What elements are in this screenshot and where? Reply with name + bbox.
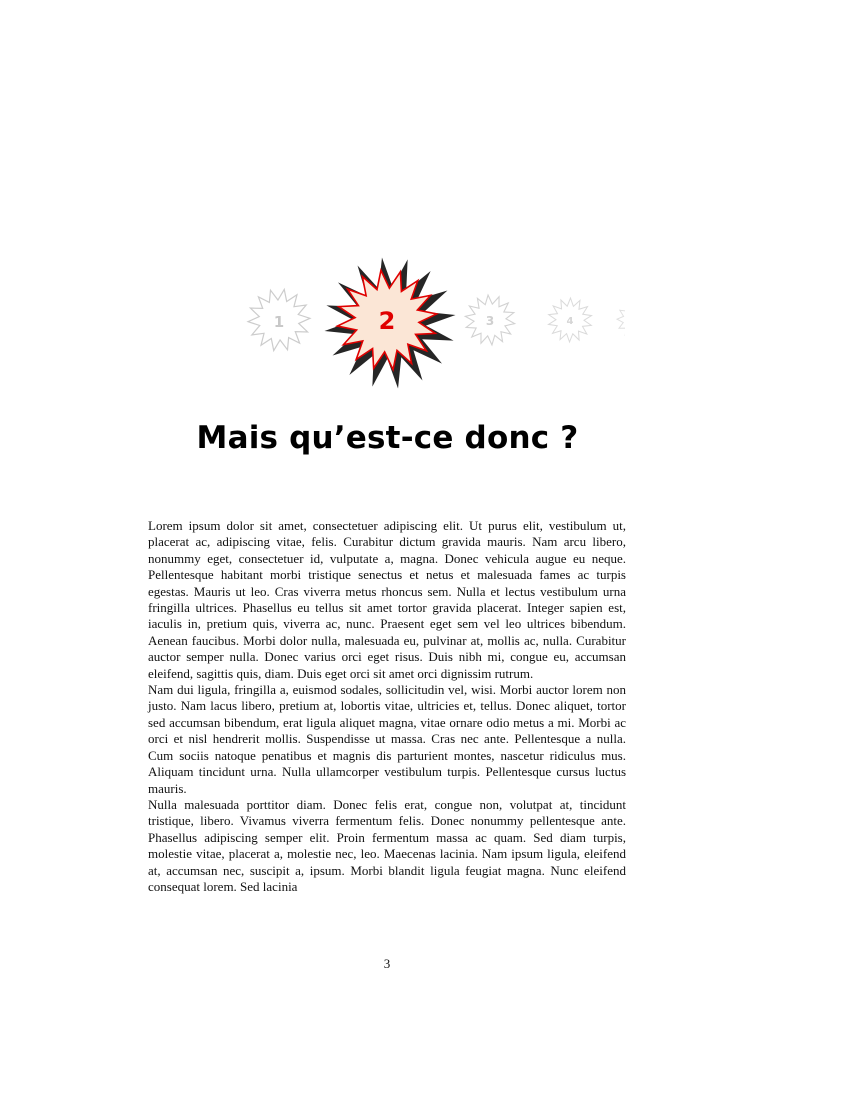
chapter-badge-1: [248, 289, 310, 350]
chapter-badge-1-label: 1: [273, 313, 285, 331]
body-text: [148, 518, 626, 895]
chapter-badge-4: [548, 298, 591, 342]
chapter-number-ornament: [230, 250, 630, 390]
chapter-badge-4-label: 4: [566, 316, 574, 327]
chapter-badge-3-label: 3: [485, 314, 495, 328]
chapter-badge-2-label: 2: [378, 307, 396, 335]
paragraph-3: Nulla malesuada porttitor diam. Donec felis erat, congue non, volutpat at, tincidunt tristique, libero. Vivamus viverra fermentum felis. Donec nonummy pellentesque ante. Phasellus adipiscing semper elit. Proin fermentum massa ac quam. Sed diam turpis, molestie vitae, placerat a, molestie nec, leo. Maecenas lacinia. Nam ipsum ligula, eleifend at, accumsan nec, suscipit a, ipsum. Morbi blandit ligula feugiat magna. Nunc eleifend consequat lorem. Sed lacinia: [148, 796, 626, 894]
chapter-badge-2-active: [324, 257, 455, 388]
chapter-title: Mais qu’est-ce donc ?: [196, 420, 579, 456]
paragraph-1: Lorem ipsum dolor sit amet, consectetuer adipiscing elit. Ut purus elit, vestibulum ut, placerat ac, adipiscing vitae, felis. Curabitur dictum gravida mauris. Nam arcu libero, nonummy eget, consectetuer id, vulputate a, magna. Donec vehicula augue eu neque. Pellentesque habitant morbi tristique senectus et netus et malesuada fames ac turpis egestas. Mauris ut leo. Cras viverra metus rhoncus sem. Nulla et lectus vestibulum urna fringilla ultrices. Phasellus eu tellus sit amet tortor gravida placerat. Integer sapien est, iaculis in, pretium quis, viverra ac, nunc. Praesent eget sem vel leo ultrices bibendum. Aenean faucibus. Morbi dolor nulla, malesuada eu, pulvinar at, mollis ac, nulla. Curabitur auctor semper nulla. Donec varius orci eget risus. Duis nibh mi, congue eu, accumsan eleifend, sagittis quis, diam. Duis eget orci sit amet orci dignissim rutrum.: [148, 518, 626, 681]
chapter-badge-edge: [617, 290, 630, 350]
chapter-badge-3: [465, 295, 514, 345]
paragraph-2: Nam dui ligula, fringilla a, euismod sodales, sollicitudin vel, wisi. Morbi auctor lorem non justo. Nam lacus libero, pretium at, lobortis vitae, ultricies et, tellus. Donec aliquet, tortor sed accumsan bibendum, erat ligula aliquet magna, vitae ornare odio metus a mi. Morbi ac orci et nisl hendrerit mollis. Suspendisse ut massa. Cras nec ante. Pellentesque a nulla. Cum sociis natoque penatibus et magnis dis parturient montes, nascetur ridiculus mus. Aliquam tincidunt urna. Nulla ullamcorper vestibulum turpis. Pellentesque cursus luctus mauris.: [148, 682, 626, 796]
page-number: 3: [383, 956, 391, 971]
